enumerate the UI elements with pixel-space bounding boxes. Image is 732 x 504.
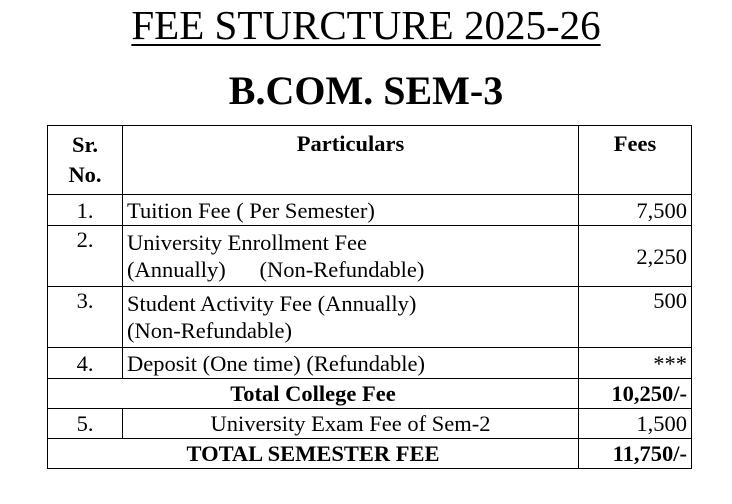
row-particulars: [123, 226, 579, 287]
college-total-label: Total College Fee: [48, 379, 579, 409]
table-row: [48, 287, 692, 348]
semester-total-label: TOTAL SEMESTER FEE: [48, 439, 579, 469]
header-sr-line2: No.: [68, 162, 102, 187]
semester-total-row: [48, 439, 692, 469]
header-fees: Fees: [579, 126, 692, 195]
table-row: [48, 195, 692, 226]
row-fee: 2,250: [579, 226, 692, 287]
row-particulars-line1: Deposit (One time) (Refundable): [127, 350, 426, 376]
row-particulars-line1: Student Activity Fee (Annually): [127, 291, 417, 316]
row-sr: 2.: [48, 226, 123, 287]
document-subtitle: B.COM. SEM-3: [228, 68, 504, 113]
row-fee: 1,500: [579, 409, 692, 439]
row-particulars-line1: Tuition Fee ( Per Semester): [127, 197, 375, 223]
row-fee: ***: [579, 348, 692, 379]
row-particulars: University Exam Fee of Sem-2: [123, 409, 579, 439]
row-particulars: [123, 348, 579, 379]
header-sr-no: [48, 126, 123, 195]
document-title: FEE STURCTURE 2025-26: [131, 2, 601, 48]
row-particulars-line2: (Annually) (Non-Refundable): [127, 257, 425, 282]
row-sr: 4.: [48, 348, 123, 379]
row-fee: 7,500: [579, 195, 692, 226]
row-particulars-line2: (Non-Refundable): [127, 318, 292, 343]
semester-total-fee: 11,750/-: [579, 439, 692, 469]
row-particulars: [123, 287, 579, 348]
row-sr: 5.: [48, 409, 123, 439]
college-total-fee: 10,250/-: [579, 379, 692, 409]
table-row: [48, 226, 692, 287]
fee-table: [47, 125, 692, 469]
header-sr-line1: Sr.: [71, 132, 99, 157]
table-header-row: [48, 126, 692, 195]
row-sr: 1.: [48, 195, 123, 226]
table-row: [48, 348, 692, 379]
row-particulars-line1: University Enrollment Fee: [127, 230, 367, 255]
college-total-row: [48, 379, 692, 409]
row-fee: 500: [579, 287, 692, 348]
header-particulars: Particulars: [123, 126, 579, 195]
row-sr: 3.: [48, 287, 123, 348]
row-particulars: [123, 195, 579, 226]
table-row: [48, 409, 692, 439]
